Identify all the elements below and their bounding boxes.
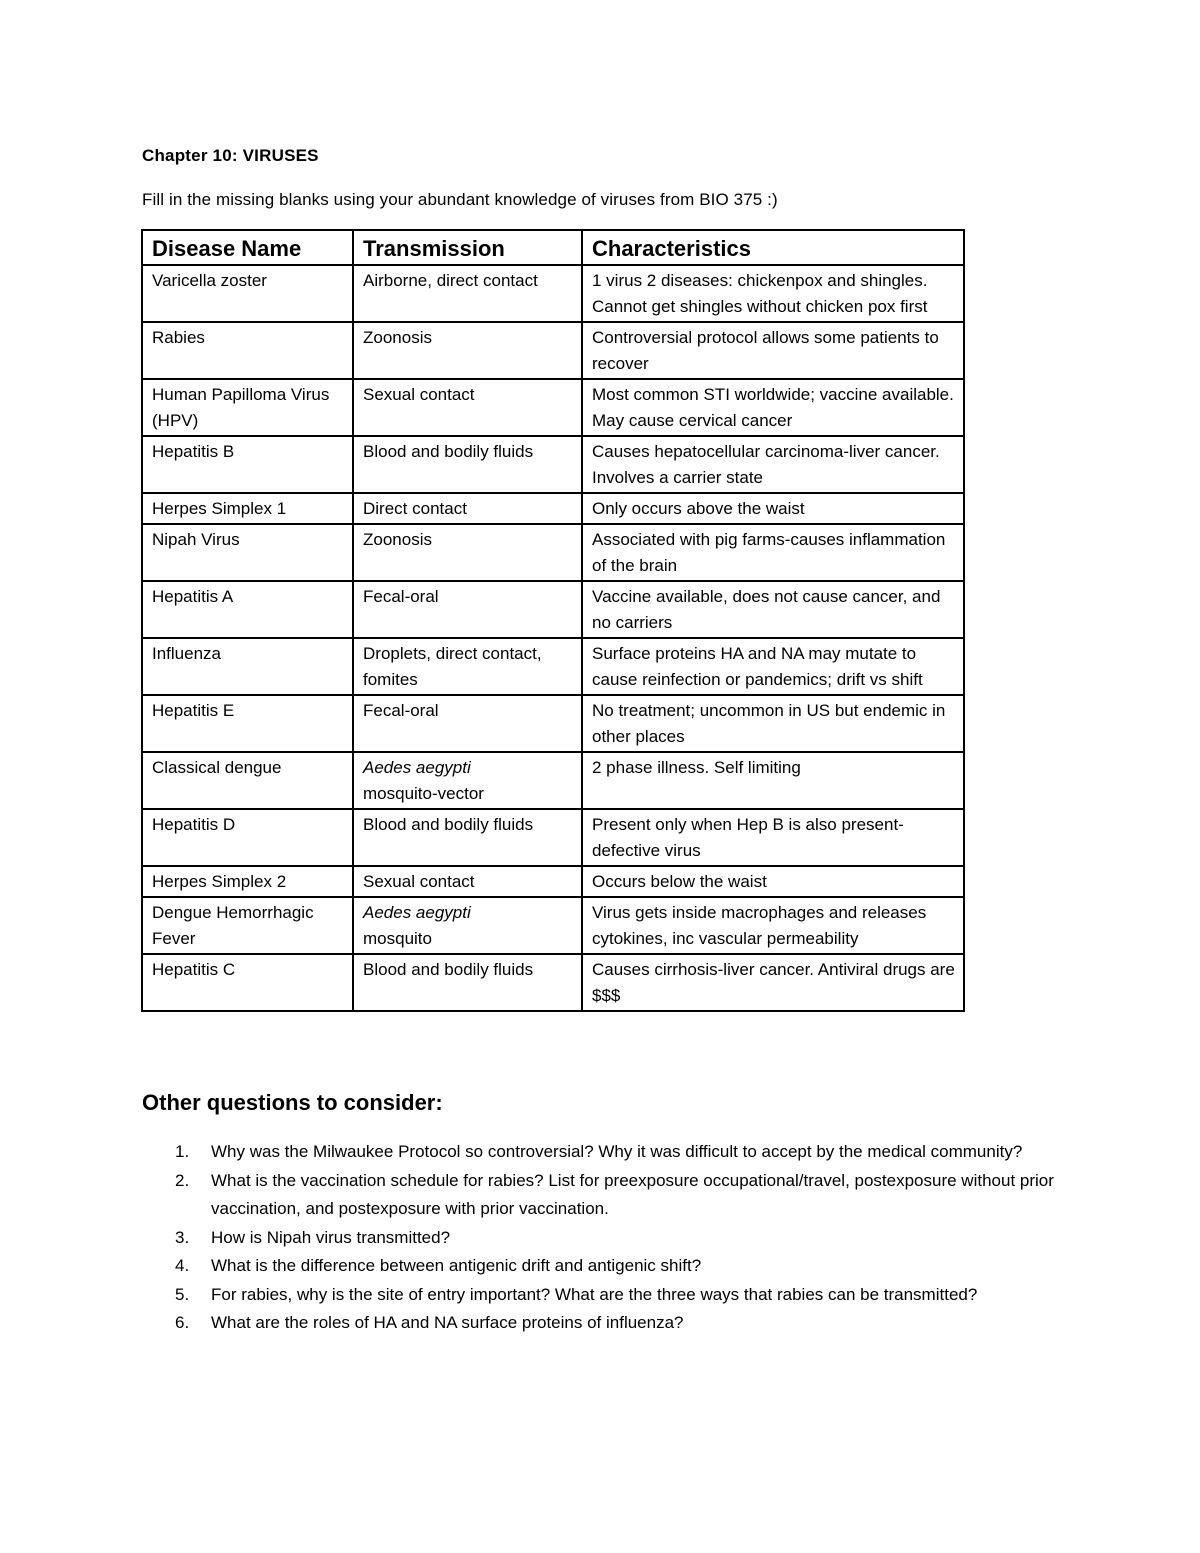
characteristics-cell: Only occurs above the waist <box>582 493 964 524</box>
question-text: Why was the Milwaukee Protocol so controversial? Why it was difficult to accept by the medical community? <box>211 1142 1023 1161</box>
table-row <box>142 695 964 752</box>
table-row <box>142 752 964 809</box>
transmission-cell: Zoonosis <box>353 524 582 581</box>
list-item <box>142 1167 1062 1224</box>
question-text: For rabies, why is the site of entry important? What are the three ways that rabies can be transmitted? <box>211 1284 978 1304</box>
intro-text: Fill in the missing blanks using your abundant knowledge of viruses from BIO 375 :) <box>142 190 778 209</box>
table-row <box>142 638 964 695</box>
question-text: How is Nipah virus transmitted? <box>211 1227 451 1247</box>
vector-species-name: Aedes aegypti <box>363 758 471 777</box>
list-item <box>142 1281 1062 1310</box>
characteristics-cell: Vaccine available, does not cause cancer, and no carriers <box>582 581 964 638</box>
characteristics-cell: Surface proteins HA and NA may mutate to cause reinfection or pandemics; drift vs shift <box>582 638 964 695</box>
transmission-cell: Blood and bodily fluids <box>353 436 582 493</box>
table-row <box>142 265 964 322</box>
characteristics-cell: 1 virus 2 diseases: chickenpox and shingles. Cannot get shingles without chicken pox first <box>582 265 964 322</box>
transmission-cell: Fecal-oral <box>353 581 582 638</box>
disease-cell: Hepatitis B <box>142 436 353 493</box>
table-row <box>142 322 964 379</box>
disease-cell: Hepatitis A <box>142 581 353 638</box>
table-row <box>142 436 964 493</box>
vector-species-name: Aedes aegypti <box>363 903 471 922</box>
transmission-cell: Blood and bodily fluids <box>353 809 582 866</box>
characteristics-cell: Occurs below the waist <box>582 866 964 897</box>
transmission-cell: Airborne, direct contact <box>353 265 582 322</box>
disease-cell: Influenza <box>142 638 353 695</box>
vector-description: mosquito <box>363 929 432 948</box>
transmission-cell: Droplets, direct contact, fomites <box>353 638 582 695</box>
disease-cell: Varicella zoster <box>142 265 353 322</box>
table-row <box>142 581 964 638</box>
characteristics-cell: Causes hepatocellular carcinoma-liver cancer. Involves a carrier state <box>582 436 964 493</box>
transmission-cell: Sexual contact <box>353 379 582 436</box>
disease-cell: Dengue Hemorrhagic Fever <box>142 897 353 954</box>
question-number: 3. <box>175 1227 190 1247</box>
disease-cell: Hepatitis D <box>142 809 353 866</box>
characteristics-cell: Controversial protocol allows some patients to recover <box>582 322 964 379</box>
vector-description: mosquito-vector <box>363 784 484 803</box>
list-item <box>142 1138 1062 1167</box>
question-text: What are the roles of HA and NA surface proteins of influenza? <box>211 1313 684 1332</box>
disease-cell: Nipah Virus <box>142 524 353 581</box>
question-text: What is the difference between antigenic drift and antigenic shift? <box>211 1256 702 1275</box>
table-row <box>142 524 964 581</box>
transmission-cell <box>353 752 582 809</box>
header-disease-name: Disease Name <box>142 230 353 265</box>
characteristics-cell: Virus gets inside macrophages and releases cytokines, inc vascular permeability <box>582 897 964 954</box>
disease-cell: Classical dengue <box>142 752 353 809</box>
characteristics-cell: 2 phase illness. Self limiting <box>582 752 964 809</box>
transmission-cell <box>353 897 582 954</box>
disease-cell: Herpes Simplex 1 <box>142 493 353 524</box>
list-item <box>142 1309 1062 1338</box>
question-number: 6. <box>175 1313 190 1332</box>
characteristics-cell: No treatment; uncommon in US but endemic in other places <box>582 695 964 752</box>
transmission-cell: Zoonosis <box>353 322 582 379</box>
header-transmission: Transmission <box>353 230 582 265</box>
header-characteristics: Characteristics <box>582 230 964 265</box>
question-number: 5. <box>175 1284 190 1304</box>
question-number: 2. <box>175 1170 190 1190</box>
transmission-cell: Sexual contact <box>353 866 582 897</box>
disease-cell: Hepatitis E <box>142 695 353 752</box>
disease-cell: Rabies <box>142 322 353 379</box>
disease-cell: Herpes Simplex 2 <box>142 866 353 897</box>
characteristics-cell: Associated with pig farms-causes inflammation of the brain <box>582 524 964 581</box>
table-row <box>142 809 964 866</box>
virus-table <box>141 229 965 1012</box>
questions-heading: Other questions to consider: <box>142 1090 443 1115</box>
question-text: What is the vaccination schedule for rabies? List for preexposure occupational/travel, postexposure without prior vaccination, and postexposure with prior vaccination. <box>211 1170 1054 1218</box>
question-number: 1. <box>175 1142 190 1161</box>
transmission-cell: Blood and bodily fluids <box>353 954 582 1011</box>
transmission-cell: Fecal-oral <box>353 695 582 752</box>
table-row <box>142 954 964 1011</box>
questions-list <box>142 1138 1062 1338</box>
table-row <box>142 897 964 954</box>
characteristics-cell: Causes cirrhosis-liver cancer. Antiviral drugs are $$$ <box>582 954 964 1011</box>
disease-cell: Human Papilloma Virus (HPV) <box>142 379 353 436</box>
table-row <box>142 379 964 436</box>
characteristics-cell: Present only when Hep B is also present-defective virus <box>582 809 964 866</box>
disease-cell: Hepatitis C <box>142 954 353 1011</box>
table-row <box>142 866 964 897</box>
transmission-cell: Direct contact <box>353 493 582 524</box>
list-item <box>142 1252 1062 1281</box>
table-row <box>142 493 964 524</box>
characteristics-cell: Most common STI worldwide; vaccine available. May cause cervical cancer <box>582 379 964 436</box>
chapter-title: Chapter 10: VIRUSES <box>142 146 319 165</box>
table-header-row <box>142 230 964 265</box>
list-item <box>142 1224 1062 1253</box>
question-number: 4. <box>175 1256 190 1275</box>
